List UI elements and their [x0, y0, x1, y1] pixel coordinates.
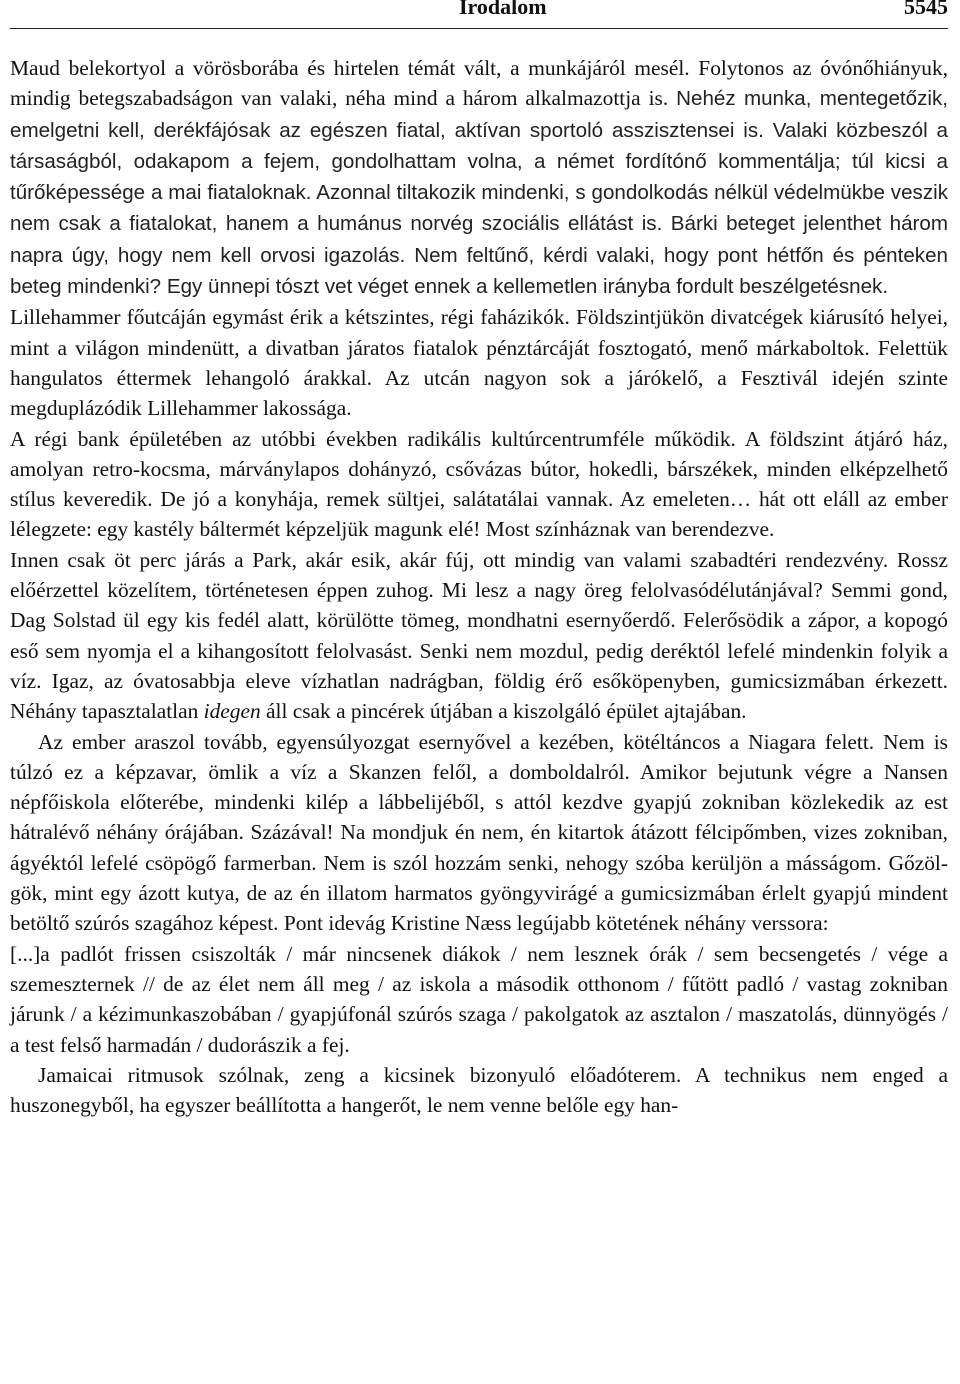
text-segment: Lillehammer főutcáján egymást érik a kétszintes, régi faházikók. Földszintjükön divatcégek kiárusító helyei, mint a világon mindenütt, a divatban járatos fiatalok pénztárcáját fosztogató, menő márkaboltok. Felettük hangulatos éttermek lehangoló árakkal. Az utcán nagyon sok a járókelő, a Fesztivál idején szinte megduplázódik Lillehammer lakossága. [10, 305, 948, 421]
text-segment: A régi bank épületében az utóbbi években radikális kultúrcentrumféle működik. A földszint átjáró ház, amolyan retro-kocsma, márványlapos dohányzó, csővázas bútor, hokedli, bárszékek, minden elképzelhető stílus keveredik. De jó a konyhája, remek sültjei, salátatálai vannak. Az emeleten… hát ott eláll az ember lélegzete: egy kastély báltermét képzeljük magunk elé! Most színháznak van berendezve. [10, 426, 948, 542]
section-title: Irodalom [459, 0, 547, 19]
emphasis-text: idegen [203, 699, 261, 724]
text-segment: Maud belekortyol a vörösborába és hirtelen témát vált, a munkájáról mesél. Folytonos az óvónőhiányuk, mindig betegszabadságon van valaki, néha mind a három alkalmazottja is. [10, 56, 948, 111]
page-number: 5545 [904, 0, 948, 19]
paragraph [10, 53, 948, 302]
text-segment: Nehéz munka, mentegetőzik, emelgetni kell, derékfájósak az egészen fiatal, aktívan sportoló asszisztensei is. Valaki közbeszól a társaságból, odakapom a fejem, gondolhattam volna, a német fordítónő kommentálja; túl kicsi a tűrőképessége a mai fiataloknak. Azonnal tiltakozik mindenki, s gondolkodás nélkül védelmükbe veszik nem csak a fiatalokat, hanem a humánus norvég szociális ellátást is. Bárki beteget jelenthet három napra úgy, hogy nem kell orvosi igazolás. Nem feltűnő, kérdi valaki, hogy pont hétfőn és pénteken beteg mindenki? Egy ünnepi tószt vet véget ennek a kellemetlen irányba fordult beszélgetésnek. [10, 87, 948, 299]
text-segment: Jamaicai ritmusok szólnak, zeng a kicsinek bizonyuló előadóterem. A technikus nem enged a huszonegyből, ha egyszer beállította a hangerőt, le nem venne belőle egy han- [10, 1062, 948, 1118]
paragraph [10, 545, 948, 727]
paragraph [10, 424, 948, 545]
paragraph [10, 727, 948, 939]
poem-excerpt [10, 939, 948, 1060]
article-body [10, 53, 948, 1120]
text-segment: Innen csak öt perc járás a Park, akár esik, akár fúj, ott mindig van valami szabadtéri rendezvény. Rossz előérzettel közelítem, történetesen éppen zuhog. Mi lesz a nagy öreg felolvasódélutánjával? Semmi gond, Dag Solstad ül egy kis fedél alatt, körülötte tömeg, mondhatni esernyőerdő. Felerősödik a zápor, a kopogó eső sem nyomja el a kihangosított felolvasást. Senki nem mozdul, pedig deréktól lefelé mindenkin folyik a víz. Igaz, az óvatosabbja eleve vízhatlan nadrágban, földig érő esőköpenyben, gumicsizmában érkezett. Néhány tapasztalatlan [10, 547, 948, 724]
text-segment: [...]a padlót frissen csiszolták / már nincsenek diákok / nem lesznek órák / sem becsengetés / vége a szemeszternek // de az élet nem áll meg / az iskola a második otthonom / fűtött padló / vastag zokniban járunk / a kézimunkaszobában / gyapjúfonál szúrós szaga / pakolgatok az asztalon / maszatolás, dünnyögés / a test felső harmadán / dudorászik a fej. [10, 941, 948, 1057]
running-header [10, 0, 948, 29]
paragraph [10, 302, 948, 423]
text-segment: áll csak a pincérek útjában a kiszolgáló épület ajtajában. [260, 699, 747, 724]
text-segment: Az ember araszol tovább, egyensúlyozgat esernyővel a kezében, kötéltáncos a Niagara felett. Nem is túlzó ez a képzavar, ömlik a víz a Skanzen felől, a domboldalról. Amikor bejutunk végre a Nansen népfőiskola előterébe, mindenki kilép a lábbelijéből, s attól kezdve gyapjú zokniban közlekedik az est hátralévő néhány órájában. Százával! Na mondjuk én nem, én kitartok átázott félcipőmben, vizes zokniban, ágyéktól lefelé csöpögő farmerban. Nem is szól hozzám senki, nehogy szóba kerüljön a másságom. Gőzölgök, mint egy ázott kutya, de az én illatom harmatos gyöngyvirágé a gumicsizmában érlelt gyapjú mindent betöltő szúrós szagához képest. Pont idevág Kristine Næss legújabb kötetének néhány verssora: [10, 729, 948, 936]
paragraph [10, 1060, 948, 1121]
